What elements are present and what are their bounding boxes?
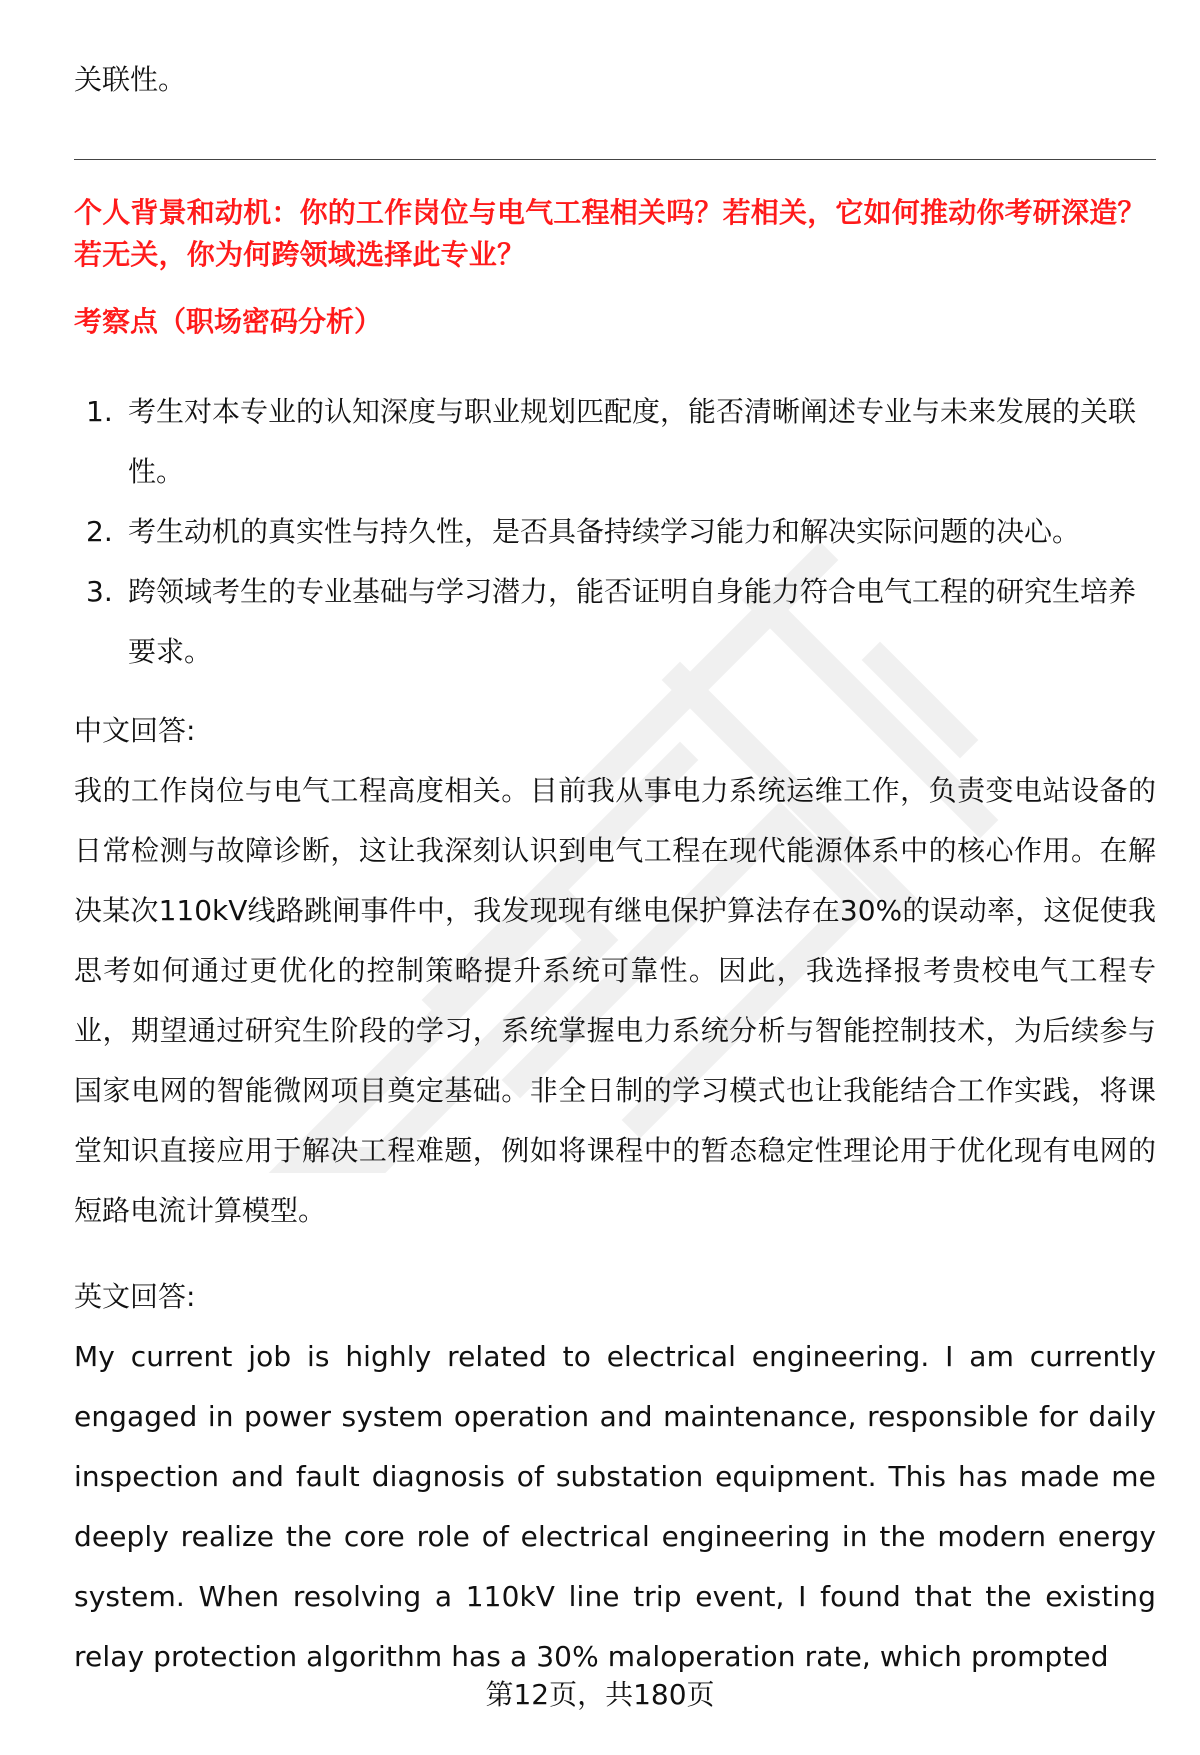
focus-points-list	[74, 382, 1156, 682]
focus-point	[74, 562, 1156, 682]
focus-point-text: 考生动机的真实性与持久性，是否具备持续学习能力和解决实际问题的决心。	[128, 515, 1081, 548]
focus-point-text: 跨领域考生的专业基础与学习潜力，能否证明自身能力符合电气工程的研究生培养要求。	[128, 575, 1137, 668]
chinese-answer-label: 中文回答:	[74, 714, 196, 747]
carry-over-text: 关联性。	[74, 63, 187, 96]
chinese-answer-text: 我的工作岗位与电气工程高度相关。目前我从事电力系统运维工作，负责变电站设备的日常检测与故障诊断，这让我深刻认识到电气工程在现代能源体系中的核心作用。在解决某次110kV线路跳闸事件中，我发现现有继电保护算法存在30%的误动率，这促使我思考如何通过更优化的控制策略提升系统可靠性。因此，我选择报考贵校电气工程专业，期望通过研究生阶段的学习，系统掌握电力系统分析与智能控制技术，为后续参与国家电网的智能微网项目奠定基础。非全日制的学习模式也让我能结合工作实践，将课堂知识直接应用于解决工程难题，例如将课程中的暂态稳定性理论用于优化现有电网的短路电流计算模型。	[74, 774, 1156, 1227]
page-footer: 第12页，共180页	[485, 1678, 715, 1711]
section-divider	[74, 159, 1156, 160]
focus-point	[74, 502, 1156, 562]
focus-point	[74, 382, 1156, 502]
english-answer-label: 英文回答:	[74, 1280, 196, 1313]
focus-point-text: 考生对本专业的认知深度与职业规划匹配度，能否清晰阐述专业与未来发展的关联性。	[128, 395, 1137, 488]
focus-point-number: 3.	[86, 575, 113, 608]
focus-title: 考察点（职场密码分析）	[74, 305, 383, 338]
question-heading: 个人背景和动机：你的工作岗位与电气工程相关吗？若相关，它如何推动你考研深造？若无关，你为何跨领域选择此专业？	[74, 196, 1146, 271]
focus-point-number: 2.	[86, 515, 113, 548]
focus-point-number: 1.	[86, 395, 113, 428]
english-answer-text: My current job is highly related to electrical engineering. I am currently engaged in power system operation and maintenance, responsible for daily inspection and fault diagnosis of substation equipment. This has made me deeply realize the core role of electrical engineering in the modern energy system. When resolving a 110kV line trip event, I found that the existing relay protection algorithm has a 30% maloperation rate, which prompted	[74, 1340, 1156, 1673]
